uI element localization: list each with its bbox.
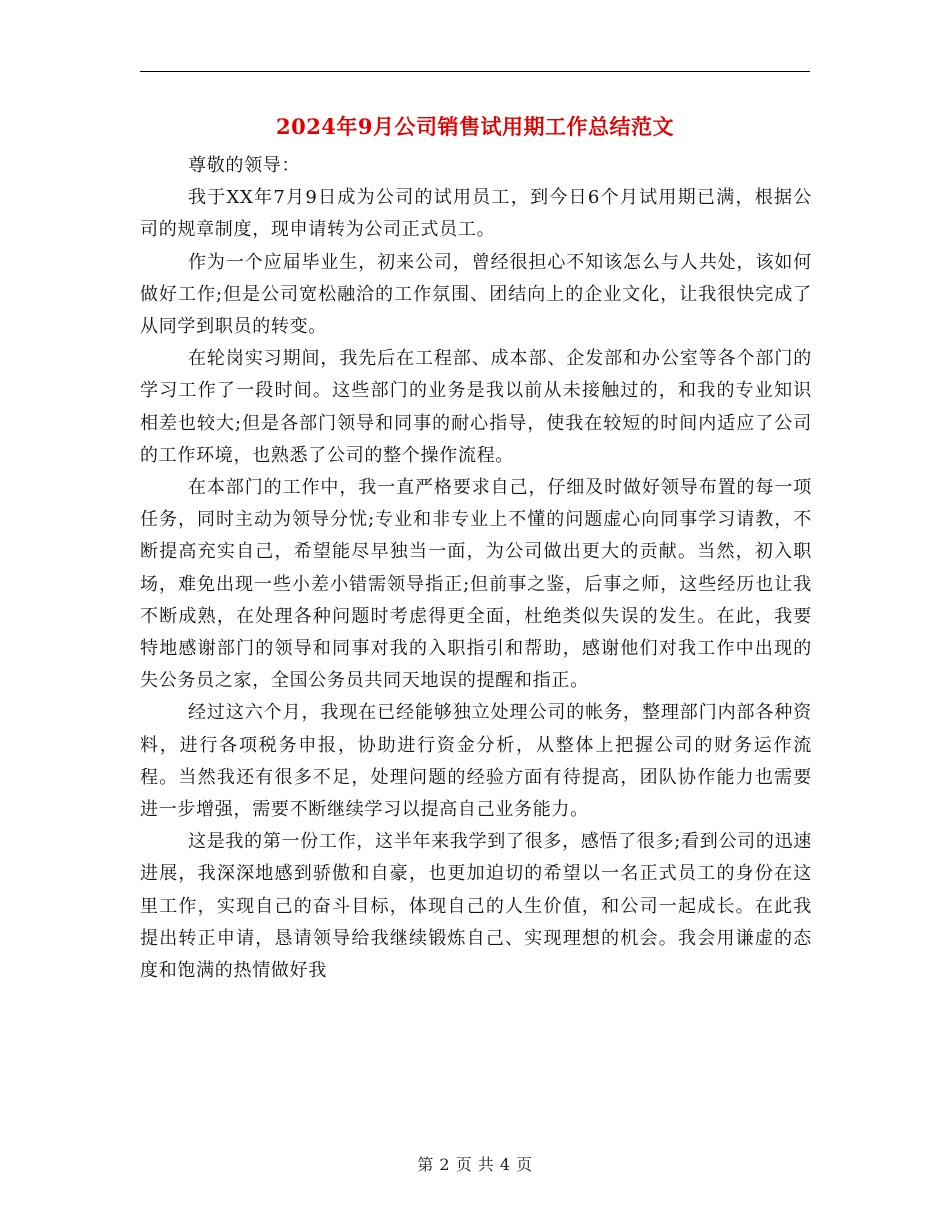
paragraph: 作为一个应届毕业生，初来公司，曾经很担心不知该怎么与人共处，该如何做好工作;但是公司宽松融洽的工作氛围、团结向上的企业文化，让我很快完成了从同学到职员的转变。 xyxy=(140,251,812,338)
document-title: 2024年9月公司销售试用期工作总结范文 xyxy=(275,114,675,139)
paragraph: 这是我的第一份工作，这半年来我学到了很多，感悟了很多;看到公司的迅速进展，我深深地感到骄傲和自豪，也更加迫切的希望以一名正式员工的身份在这里工作，实现自己的奋斗目标，体现自己的人生价值，和公司一起成长。在此我提出转正申请，恳请领导给我继续锻炼自己、实现理想的机会。我会用谦虚的态度和饱满的热情做好我 xyxy=(140,831,812,982)
paragraph: 在本部门的工作中，我一直严格要求自己，仔细及时做好领导布置的每一项任务，同时主动为领导分忧;专业和非专业上不懂的问题虚心向同事学习请教，不断提高充实自己，希望能尽早独当一面，为公司做出更大的贡献。当然，初入职场，难免出现一些小差小错需领导指正;但前事之鉴，后事之师，这些经历也让我不断成熟，在处理各种问题时考虑得更全面，杜绝类似失误的发生。在此，我要特地感谢部门的领导和同事对我的入职指引和帮助，感谢他们对我工作中出现的失公务员之家，全国公务员共同天地误的提醒和指正。 xyxy=(140,477,812,692)
paragraph: 我于XX年7月9日成为公司的试用员工，到今日6个月试用期已满，根据公司的规章制度，现申请转为公司正式员工。 xyxy=(140,187,812,241)
page-number-footer: 第 2 页 共 4 页 xyxy=(417,1155,533,1174)
salutation: 尊敬的领导： xyxy=(188,155,301,176)
document-body xyxy=(140,150,812,987)
paragraph: 经过这六个月，我现在已经能够独立处理公司的帐务，整理部门内部各种资料，进行各项税务申报，协助进行资金分析，从整体上把握公司的财务运作流程。当然我还有很多不足，处理问题的经验方面有待提高，团队协作能力也需要进一步增强，需要不断继续学习以提高自己业务能力。 xyxy=(140,702,812,821)
paragraph: 在轮岗实习期间，我先后在工程部、成本部、企发部和办公室等各个部门的学习工作了一段时间。这些部门的业务是我以前从未接触过的，和我的专业知识相差也较大;但是各部门领导和同事的耐心指导，使我在较短的时间内适应了公司的工作环境，也熟悉了公司的整个操作流程。 xyxy=(140,348,812,466)
header-rule xyxy=(140,71,810,72)
